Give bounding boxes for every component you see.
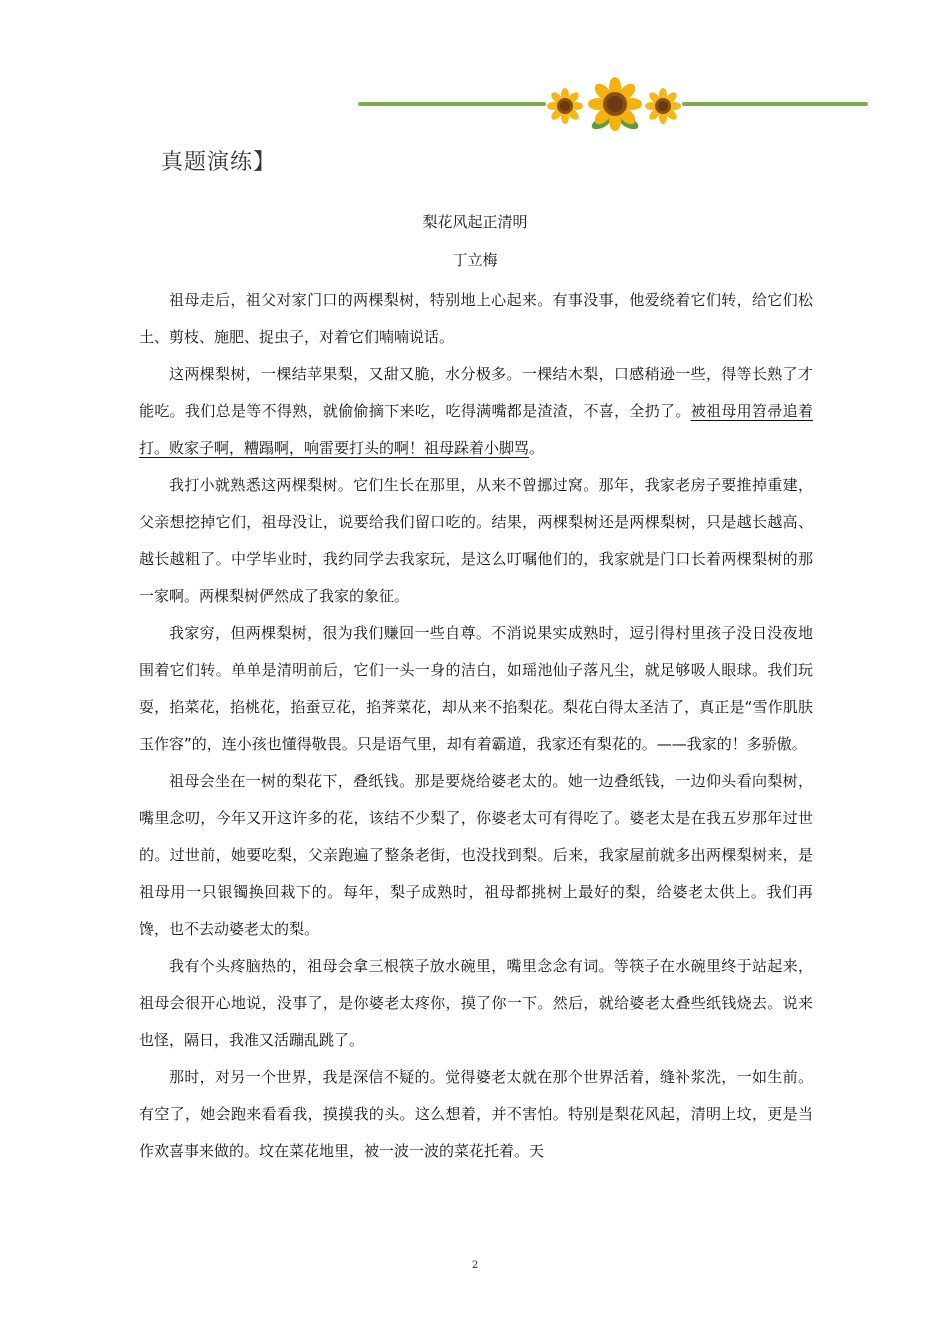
sunflower-icon	[545, 76, 685, 136]
article-title: 梨花风起正清明	[422, 213, 528, 231]
header-decoration	[355, 76, 870, 136]
paragraph-text: 祖母会坐在一树的梨花下，叠纸钱。那是要烧给婆老太的。她一边叠纸钱，一边仰头看向梨树，嘴里念叨，今年又开这许多的花，该结不少梨了，你婆老太可有得吃了。婆老太是在我五岁那年过世的。过世前，她要吃梨，父亲跑遍了整条老街，也没找到梨。后来，我家屋前就多出两棵梨树来，是祖母用一只银镯换回栽下的。每年，梨子成熟时，祖母都挑树上最好的梨，给婆老太供上。我们再馋，也不去动婆老太的梨。	[139, 772, 813, 938]
paragraph-2	[139, 356, 813, 467]
paragraph-text: 。	[529, 439, 545, 457]
page-number: 2	[471, 1260, 479, 1271]
paragraph-7	[139, 1059, 813, 1170]
article-body	[139, 282, 813, 1170]
article-author: 丁立梅	[452, 251, 498, 269]
paragraph-5	[139, 763, 813, 948]
paragraph-1	[139, 282, 813, 356]
paragraph-text: 我打小就熟悉这两棵梨树。它们生长在那里，从来不曾挪过窝。那年，我家老房子要推掉重建，父亲想挖掉它们，祖母没让，说要给我们留口吃的。结果，两棵梨树还是两棵梨树，只是越长越高、越长越粗了。中学毕业时，我约同学去我家玩，是这么叮嘱他们的，我家就是门口长着两棵梨树的那一家啊。两棵梨树俨然成了我家的象征。	[139, 476, 813, 605]
paragraph-4	[139, 615, 813, 763]
paragraph-text: 那时，对另一个世界，我是深信不疑的。觉得婆老太就在那个世界活着，缝补浆洗，一如生前。有空了，她会跑来看看我，摸摸我的头。这么想着，并不害怕。特别是梨花风起，清明上坟，更是当作欢喜事来做的。坟在菜花地里，被一波一波的菜花托着。天	[139, 1068, 813, 1160]
paragraph-6	[139, 948, 813, 1059]
paragraph-3	[139, 467, 813, 615]
paragraph-text: 这两棵梨树，一棵结苹果梨，又甜又脆，水分极多。一棵结木梨，口感稍逊一些，得等长熟了才能吃。我们总是等不得熟，就偷偷摘下来吃，吃得满嘴都是渣渣，不喜，全扔了。	[139, 365, 813, 420]
underlined-sentence: 被祖母用笤帚追着打。败家子啊，糟蹋啊，响雷要打头的啊！祖母跺着小脚骂	[139, 402, 813, 457]
paragraph-text: 祖母走后，祖父对家门口的两棵梨树，特别地上心起来。有事没事，他爱绕着它们转，给它们松土、剪枝、施肥、捉虫子，对着它们喃喃说话。	[139, 291, 813, 346]
decoration-line-right	[682, 102, 868, 106]
section-label: 真题演练】	[161, 150, 277, 175]
paragraph-text: 我家穷，但两棵梨树，很为我们赚回一些自尊。不消说果实成熟时，逗引得村里孩子没日没夜地围着它们转。单单是清明前后，它们一头一身的洁白，如瑶池仙子落凡尘，就足够吸人眼球。我们玩耍，掐菜花，掐桃花，掐蚕豆花，掐荠菜花，却从来不掐梨花。梨花白得太圣洁了，真正是“雪作肌肤玉作容”的，连小孩也懂得敬畏。只是语气里，却有着霸道，我家还有梨花的。——我家的！多骄傲。	[139, 624, 813, 753]
paragraph-text: 我有个头疼脑热的，祖母会拿三根筷子放水碗里，嘴里念念有词。等筷子在水碗里终于站起来，祖母会很开心地说，没事了，是你婆老太疼你，摸了你一下。然后，就给婆老太叠些纸钱烧去。说来也怪，隔日，我准又活蹦乱跳了。	[139, 957, 813, 1049]
decoration-line-left	[358, 102, 546, 106]
